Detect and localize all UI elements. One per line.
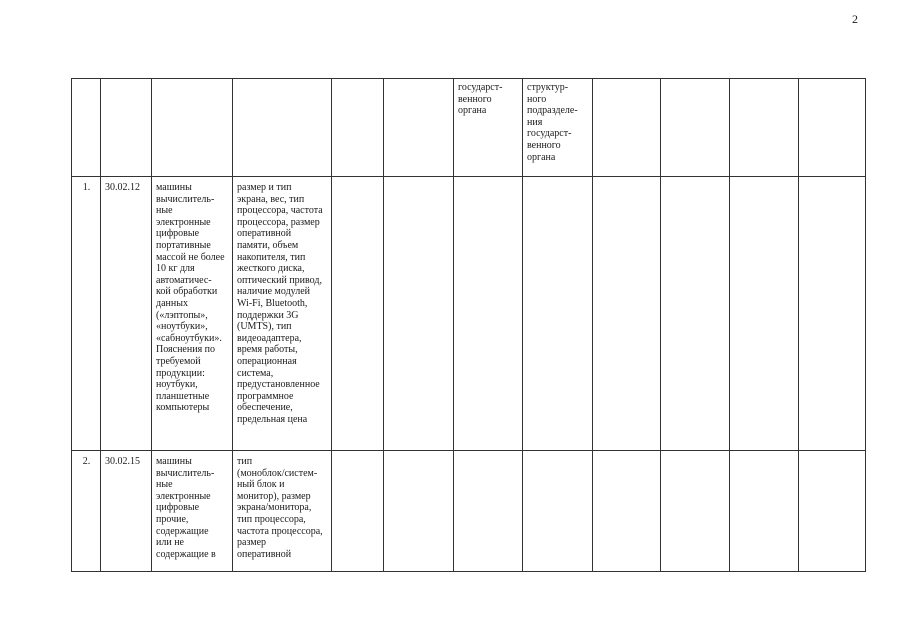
table-cell	[661, 177, 730, 451]
table-cell	[661, 451, 730, 572]
table-cell	[332, 177, 384, 451]
table-cell	[523, 451, 593, 572]
header-cell-state-body: государст- венного органа	[454, 79, 523, 177]
table-cell	[730, 79, 799, 177]
header-cell-structural-unit: структур- ного подразделе- ния государст- венного органа	[523, 79, 593, 177]
table-cell	[384, 79, 454, 177]
table-cell	[332, 451, 384, 572]
table-cell	[454, 177, 523, 451]
table-cell	[384, 451, 454, 572]
row-code: 30.02.15	[101, 451, 152, 572]
row-product-name: машины вычислитель- ные электронные цифровые портативные массой не более 10 кг для автоматичес- кой обработки данных («лэптопы», «ноутбуки», «сабноутбуки». Пояснения по требуемой продукции: ноутбуки, планшетные компьютеры	[152, 177, 233, 451]
table-cell	[332, 79, 384, 177]
row-number: 2.	[72, 451, 101, 572]
table-header-row	[72, 79, 866, 177]
row-characteristics: тип (моноблок/систем- ный блок и монитор), размер экрана/монитора, тип процессора, частота процессора, размер оперативной	[233, 451, 332, 572]
page-number: 2	[852, 12, 858, 26]
table-cell	[799, 451, 866, 572]
table-row	[72, 177, 866, 451]
row-code: 30.02.12	[101, 177, 152, 451]
table-cell	[152, 79, 233, 177]
table-cell	[593, 79, 661, 177]
table-cell	[523, 177, 593, 451]
table-cell	[799, 79, 866, 177]
table-cell	[730, 451, 799, 572]
table-cell	[593, 451, 661, 572]
table-cell	[799, 177, 866, 451]
table-cell	[593, 177, 661, 451]
table-cell	[730, 177, 799, 451]
table-cell	[101, 79, 152, 177]
table-cell	[454, 451, 523, 572]
table-row	[72, 451, 866, 572]
table-cell	[384, 177, 454, 451]
row-characteristics: размер и тип экрана, вес, тип процессора, частота процессора, размер оперативной памяти, объем накопителя, тип жесткого диска, оптический привод, наличие модулей Wi-Fi, Bluetooth, поддержки 3G (UMTS), тип видеоадаптера, время работы, операционная система, предустановленное программное обеспечение, предельная цена	[233, 177, 332, 451]
row-product-name: машины вычислитель- ные электронные цифровые прочие, содержащие или не содержащие в	[152, 451, 233, 572]
specification-table	[71, 78, 866, 572]
table-cell	[233, 79, 332, 177]
table-cell	[72, 79, 101, 177]
table-cell	[661, 79, 730, 177]
row-number: 1.	[72, 177, 101, 451]
